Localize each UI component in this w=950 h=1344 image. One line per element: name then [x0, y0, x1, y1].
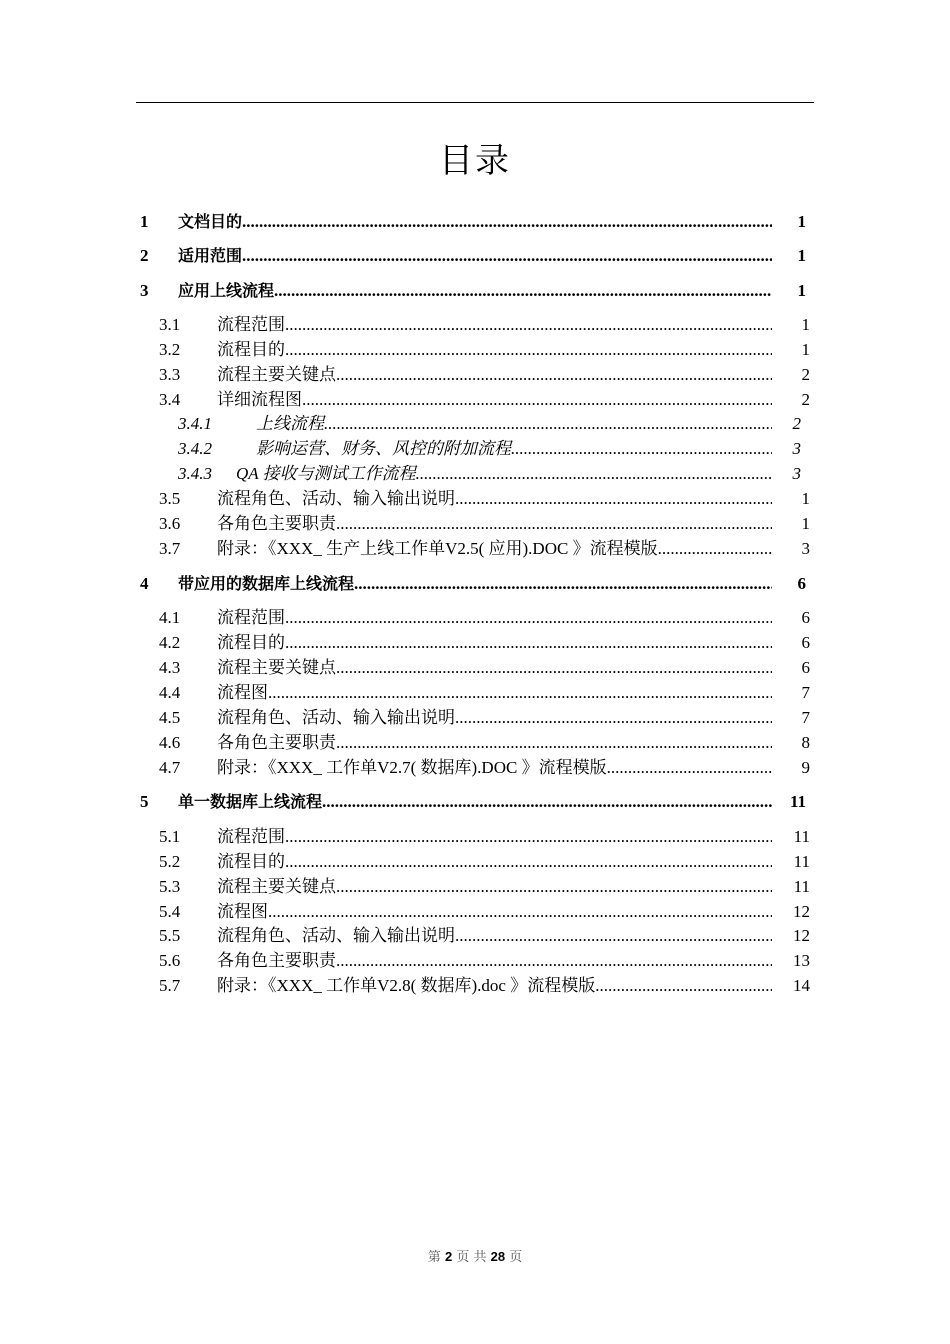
toc-leader-dots [324, 412, 772, 436]
toc-entry-label: 应用上线流程 [178, 281, 275, 300]
toc-entry-label: 流程图 [217, 902, 268, 921]
toc-leader-dots [455, 924, 772, 948]
page-footer [0, 1246, 950, 1265]
toc-entry-page: 6 [801, 633, 810, 652]
toc-leader-dots [285, 825, 772, 849]
toc-entry-3-1[interactable] [159, 313, 810, 337]
toc-leader-dots [336, 512, 772, 536]
toc-leader-dots [336, 949, 772, 973]
toc-entry-number: 4.3 [159, 658, 181, 677]
toc-entry-3-5[interactable] [159, 487, 810, 511]
toc-leader-dots [274, 279, 772, 303]
toc-entry-page: 1 [801, 315, 810, 334]
toc-entry-number: 5.2 [159, 852, 181, 871]
toc-entry-3-2[interactable] [159, 338, 810, 362]
toc-entry-page: 11 [793, 827, 810, 846]
toc-entry-page: 6 [801, 658, 810, 677]
toc-entry-number: 3.6 [159, 514, 181, 533]
toc-entry-number: 3.4.3 [178, 464, 212, 483]
header-rule [136, 102, 814, 103]
toc-entry-page: 12 [793, 926, 810, 945]
toc-entry-number: 4.1 [159, 608, 181, 627]
toc-entry-page: 1 [797, 246, 806, 265]
toc-entry-label: 各角色主要职责 [217, 951, 336, 970]
toc-entry-number: 5.7 [159, 976, 181, 995]
toc-entry-3-4[interactable] [159, 388, 810, 412]
toc-entry-number: 4.7 [159, 758, 181, 777]
toc-entry-number: 5 [140, 792, 149, 811]
toc-leader-dots [455, 706, 772, 730]
footer-total-pages: 28 [490, 1249, 506, 1264]
toc-entry-4-3[interactable] [159, 656, 810, 680]
footer-suffix: 页 [509, 1250, 523, 1265]
toc-leader-dots [285, 606, 772, 630]
toc-entry-number: 1 [140, 212, 149, 231]
toc-entry-page: 9 [801, 758, 810, 777]
toc-entry-label: 流程角色、活动、输入输出说明 [217, 489, 455, 508]
toc-entry-5[interactable] [140, 790, 810, 814]
toc-entry-1[interactable] [140, 210, 810, 234]
toc-entry-number: 3.4 [159, 390, 181, 409]
toc-entry-page: 8 [801, 733, 810, 752]
toc-entry-label: 流程范围 [217, 827, 285, 846]
toc-entry-number: 5.4 [159, 902, 181, 921]
toc-entry-number: 3.7 [159, 539, 181, 558]
toc-entry-label: 流程主要关键点 [217, 658, 336, 677]
toc-entry-5-7[interactable] [159, 974, 810, 998]
footer-current-page: 2 [444, 1249, 453, 1264]
toc-leader-dots [285, 338, 772, 362]
toc-leader-dots [242, 244, 772, 268]
toc-entry-page: 1 [797, 212, 806, 231]
toc-entry-page: 1 [801, 489, 810, 508]
toc-entry-page: 12 [793, 902, 810, 921]
toc-entry-3-4-2[interactable] [178, 437, 803, 461]
toc-entry-number: 3.4.2 [178, 439, 212, 458]
toc-leader-dots [354, 572, 772, 596]
toc-entry-page: 7 [801, 708, 810, 727]
toc-entry-label: 文档目的 [178, 212, 243, 231]
toc-entry-label: 流程角色、活动、输入输出说明 [217, 926, 455, 945]
toc-entry-label: 带应用的数据库上线流程 [178, 574, 355, 593]
toc-entry-label: 流程目的 [217, 340, 285, 359]
toc-entry-number: 4 [140, 574, 149, 593]
toc-entry-page: 3 [792, 464, 801, 483]
toc-entry-number: 4.5 [159, 708, 181, 727]
toc-entry-page: 6 [801, 608, 810, 627]
toc-entry-4-4[interactable] [159, 681, 810, 705]
toc-entry-number: 3.1 [159, 315, 181, 334]
toc-entry-label: 影响运营、财务、风控的附加流程 [256, 439, 511, 458]
toc-entry-page: 1 [801, 514, 810, 533]
toc-entry-5-4[interactable] [159, 900, 810, 924]
toc-entry-3-4-1[interactable] [178, 412, 803, 436]
toc-entry-number: 3 [140, 281, 149, 300]
toc-leader-dots [302, 388, 772, 412]
toc-entry-3-7[interactable] [159, 537, 810, 561]
toc-entry-label: 流程角色、活动、输入输出说明 [217, 708, 455, 727]
toc-entry-4-6[interactable] [159, 731, 810, 755]
toc-entry-label: 流程范围 [217, 608, 285, 627]
toc-entry-label: 流程主要关键点 [217, 365, 336, 384]
toc-entry-label: 附录：《XXX_ 工作单V2.7( 数据库).DOC 》流程模版 [217, 758, 607, 777]
toc-entry-3-3[interactable] [159, 363, 810, 387]
toc-leader-dots [658, 537, 772, 561]
toc-leader-dots [336, 363, 772, 387]
toc-entry-5-2[interactable] [159, 850, 810, 874]
toc-entry-5-5[interactable] [159, 924, 810, 948]
toc-entry-4-7[interactable] [159, 756, 810, 780]
footer-mid: 页 共 [456, 1250, 487, 1265]
toc-entry-label: 各角色主要职责 [217, 733, 336, 752]
toc-entry-4-2[interactable] [159, 631, 810, 655]
toc-entry-label: 附录：《XXX_ 工作单V2.8( 数据库).doc 》流程模版 [217, 976, 596, 995]
toc-leader-dots [322, 790, 772, 814]
toc-entry-number: 4.6 [159, 733, 181, 752]
toc-entry-3[interactable] [140, 279, 810, 303]
toc-entry-number: 3.2 [159, 340, 181, 359]
toc-entry-4-5[interactable] [159, 706, 810, 730]
toc-entry-label: 各角色主要职责 [217, 514, 336, 533]
toc-leader-dots [511, 437, 772, 461]
toc-leader-dots [336, 731, 772, 755]
toc-leader-dots [416, 462, 772, 486]
toc-leader-dots [336, 875, 772, 899]
toc-entry-page: 2 [792, 414, 801, 433]
toc-entry-label: 适用范围 [178, 246, 243, 265]
toc-entry-number: 5.6 [159, 951, 181, 970]
toc-leader-dots [285, 850, 772, 874]
toc-leader-dots [336, 656, 772, 680]
toc-leader-dots [242, 210, 772, 234]
toc-entry-label: 详细流程图 [217, 390, 302, 409]
toc-entry-5-6[interactable] [159, 949, 810, 973]
toc-entry-page: 2 [801, 365, 810, 384]
toc-entry-page: 11 [793, 852, 810, 871]
toc-entry-page: 14 [793, 976, 810, 995]
toc-leader-dots [285, 631, 772, 655]
toc-entry-page: 13 [793, 951, 810, 970]
toc-entry-label: QA 接收与测试工作流程 [236, 464, 416, 483]
toc-entry-number: 4.4 [159, 683, 181, 702]
toc-entry-page: 6 [797, 574, 806, 593]
toc-title: 目录 [439, 141, 511, 181]
toc-entry-page: 1 [797, 281, 806, 300]
toc-entry-number: 5.5 [159, 926, 181, 945]
toc-entry-label: 附录：《XXX_ 生产上线工作单V2.5( 应用).DOC 》流程模版 [217, 539, 658, 558]
toc-entry-3-4-3[interactable] [178, 462, 803, 486]
toc-entry-label: 流程图 [217, 683, 268, 702]
toc-entry-label: 上线流程 [256, 414, 324, 433]
toc-entry-3-6[interactable] [159, 512, 810, 536]
toc-entry-page: 11 [789, 792, 806, 811]
toc-entry-number: 5.1 [159, 827, 181, 846]
toc-leader-dots [455, 487, 772, 511]
toc-leader-dots [595, 974, 772, 998]
toc-entry-5-1[interactable] [159, 825, 810, 849]
toc-leader-dots [268, 900, 772, 924]
toc-entry-page: 2 [801, 390, 810, 409]
toc-entry-number: 3.5 [159, 489, 181, 508]
toc-entry-number: 4.2 [159, 633, 181, 652]
toc-entry-page: 3 [801, 539, 810, 558]
toc-entry-4[interactable] [140, 572, 810, 596]
toc-entry-label: 单一数据库上线流程 [178, 792, 323, 811]
toc-entry-label: 流程主要关键点 [217, 877, 336, 896]
toc-entry-number: 2 [140, 246, 149, 265]
toc-entry-page: 7 [801, 683, 810, 702]
toc-entry-5-3[interactable] [159, 875, 810, 899]
toc-entry-number: 3.4.1 [178, 414, 212, 433]
toc-entry-4-1[interactable] [159, 606, 810, 630]
toc-entry-label: 流程范围 [217, 315, 285, 334]
toc-leader-dots [268, 681, 772, 705]
toc-entry-label: 流程目的 [217, 852, 285, 871]
toc-entry-page: 3 [792, 439, 801, 458]
toc-entry-2[interactable] [140, 244, 810, 268]
toc-entry-number: 5.3 [159, 877, 181, 896]
toc-entry-number: 3.3 [159, 365, 181, 384]
toc-entry-page: 11 [793, 877, 810, 896]
toc-leader-dots [285, 313, 772, 337]
toc-entry-label: 流程目的 [217, 633, 285, 652]
toc-leader-dots [607, 756, 772, 780]
footer-prefix: 第 [427, 1250, 441, 1265]
toc-entry-page: 1 [801, 340, 810, 359]
